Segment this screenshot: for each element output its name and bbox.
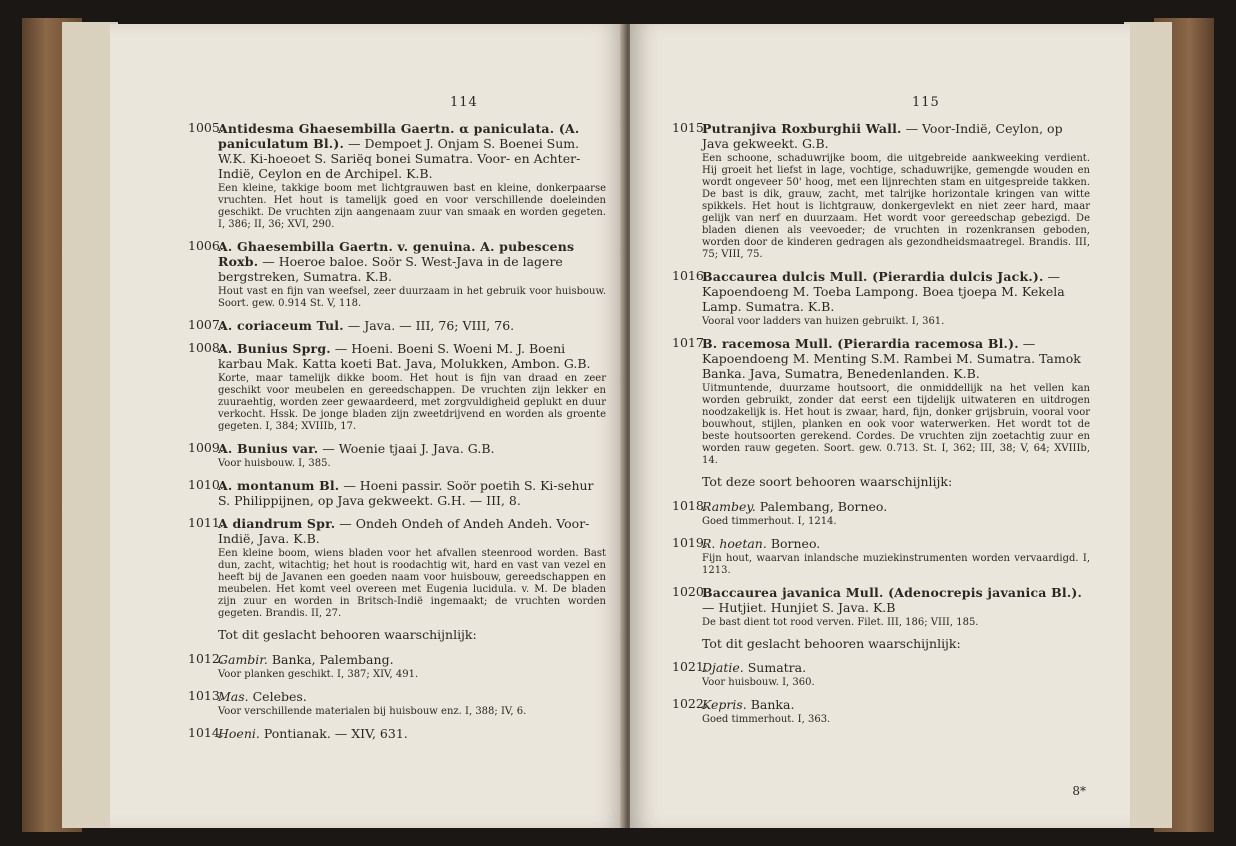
entry-number: 1010. — [188, 477, 224, 492]
species-name: A. montanum Bl. — [218, 478, 340, 493]
entry-heading — [218, 652, 606, 667]
entry-note: Voor huisbouw. I, 360. — [702, 677, 815, 689]
entry — [672, 269, 1090, 328]
entry-note: Voor planken geschikt. I, 387; XIV, 491. — [218, 668, 419, 680]
entry-list — [672, 121, 1090, 734]
entry-number: 1005. — [188, 120, 224, 135]
entry-number: 1019. — [672, 534, 708, 550]
entry-details: — Kapoendoeng M. Menting S.M. Rambei M. Sumatra. Tamok Banka. Java, Sumatra, Benedenlanden. K.B. — [702, 336, 1081, 381]
entry — [672, 585, 1090, 629]
entry — [672, 697, 1090, 726]
entry-heading — [218, 121, 606, 181]
entry-list — [188, 121, 606, 749]
entry-heading — [218, 689, 606, 704]
entry-note: Fijn hout, waarvan inlandsche muziekinstrumenten worden vervaardigd. I, 1213. — [702, 552, 1090, 576]
species-name: B. racemosa Mull. (Pierardia racemosa Bl.). — [702, 336, 1019, 351]
entry-details: — Ondeh Ondeh of Andeh Andeh. Voor-Indië, Java. K.B. — [218, 516, 590, 546]
entry-number: 1015. — [672, 120, 708, 135]
entry-note: Een kleine, takkige boom met lichtgrauwen bast en kleine, donkerpaarse vruchten. Het hout is tamelijk goed en voor verschillende doeleinden geschikt. De vruchten zijn aangenaam zuur van smaak en worden gegeten. I, 386; II, 36; XVI, 290. — [218, 183, 606, 230]
entry-heading — [218, 516, 606, 546]
species-name: Baccaurea javanica Mull. (Adenocrepis javanica Bl.). — [702, 584, 1083, 600]
local-name: Mas. — [218, 688, 249, 704]
entry — [672, 336, 1090, 467]
signature-mark: 8* — [1072, 784, 1086, 798]
entry — [188, 441, 606, 470]
entry-details: Sumatra. — [743, 660, 807, 676]
entry-number: 1014. — [188, 724, 224, 740]
entry-details: Banka, Palembang. — [267, 651, 394, 667]
entry-heading — [218, 726, 606, 741]
entry-number: 1006. — [188, 238, 224, 253]
local-name: Rambey. — [702, 498, 756, 514]
entry-heading — [702, 499, 1090, 514]
entry-note: Uitmuntende, duurzame houtsoort, die onmiddellijk na het vellen kan worden gebruikt, zonder dat eerst een tijdelijk uitwateren en uitdrogen noodzakelijk is. Het hout is zwaar, hard, fijn, donker grijsbruin, vooral voor bouwhout, stijlen, planken en ook voor waterwerken. Het wordt tot de beste houtsoorten gerekend. Cordes. De vruchten zijn zoetachtig zuur en worden rauw gegeten. Soort. gew. 0.713. St. I, 362; III, 38; V, 64; XVIIIb, 14. — [702, 383, 1090, 466]
right-page — [630, 24, 1130, 828]
page-number: 115 — [912, 95, 940, 110]
page-edges-right — [1124, 22, 1172, 828]
page-number: 114 — [450, 95, 478, 110]
local-name: Gambir. — [218, 651, 268, 667]
entry-number: 1009. — [188, 440, 224, 455]
entry-details: — Woenie tjaai J. Java. G.B. — [318, 441, 495, 456]
entry-heading — [218, 341, 606, 371]
entry-heading — [218, 441, 606, 456]
entry-number: 1008. — [188, 340, 224, 355]
section-title: Tot dit geslacht behooren waarschijnlijk: — [702, 635, 961, 651]
section-title: Tot dit geslacht behooren waarschijnlijk: — [218, 627, 477, 642]
entry-number: 1007. — [188, 317, 224, 332]
entry-note: De bast dient tot rood verven. Filet. III, 186; VIII, 185. — [702, 616, 979, 628]
species-name: Putranjiva Roxburghii Wall. — [702, 121, 902, 136]
entry-note: Goed timmerhout. I, 363. — [702, 714, 831, 726]
entry-details: Pontianak. — XIV, 631. — [259, 725, 408, 741]
entry-heading — [218, 478, 606, 508]
entry-note: Vooral voor ladders van huizen gebruikt. I, 361. — [702, 316, 945, 327]
species-name: Baccaurea dulcis Mull. (Pierardia dulcis Jack.). — [702, 269, 1044, 284]
entry-note: Een kleine boom, wiens bladen voor het afvallen steenrood worden. Bast dun, zacht, witachtig; het hout is roodachtig wit, hard en vast van vezel en heeft bij de Javanen een goeden naam voor huisbouw, gereedschappen en meubelen. Het komt veel overeen met Eugenia lucidula. v. M. De bladen zijn zuur en worden in Britsch-Indië ingemaakt; de vruchten worden gegeten. Brandis. II, 27. — [218, 548, 606, 619]
species-name: Antidesma Ghaesembilla Gaertn. α paniculata. (A. paniculatum Bl.). — [218, 121, 580, 151]
entry — [188, 689, 606, 718]
entry — [188, 341, 606, 433]
species-name: A. Bunius Sprg. — [218, 341, 331, 356]
entry-heading — [702, 660, 1090, 675]
entry — [188, 726, 606, 741]
entry-heading — [702, 121, 1090, 151]
entry — [188, 478, 606, 508]
entry-details: Celebes. — [248, 688, 307, 704]
entry-number: 1018. — [672, 497, 708, 513]
local-name: Hoeni. — [218, 725, 260, 741]
entry-note: Voor verschillende materialen bij huisbouw enz. I, 388; IV, 6. — [218, 705, 527, 717]
entry-note: Voor huisbouw. I, 385. — [218, 458, 331, 469]
entry-number: 1012. — [188, 650, 224, 666]
entry-note: Een schoone, schaduwrijke boom, die uitgebreide aankweeking verdient. Hij groeit het liefst in lage, vochtige, schaduwrijke, gemengde wouden en wordt ongeveer 50' hoog, met een lijnrechten stam en uitgespreide takken. De bast is dik, grauw, zacht, met talrijke horizontale kringen van witte spikkels. Het hout is lichtgrauw, donkergevlekt en niet zeer hard, maar gelijk van nerf en duurzaam. Het wordt voor gereedschap gebezigd. De bladen dienen als veevoeder; de vruchten in rozenkransen geboden, worden door de kinderen gedragen als gezondheidsmaatregel. Brandis. III, 75; VIII, 75. — [702, 153, 1090, 260]
entry — [672, 121, 1090, 261]
entry-details: — Hutjiet. Hunjiet S. Java. K.B — [702, 599, 896, 615]
entry-heading — [702, 585, 1090, 615]
entry-heading — [702, 536, 1090, 551]
left-page — [110, 24, 625, 828]
entry-details: — Hoeni passir. Soör poetih S. Ki-sehur S. Philippijnen, op Java gekweekt. G.H. — III, 8. — [218, 478, 594, 508]
entry — [672, 499, 1090, 528]
entry-number: 1016. — [672, 268, 708, 283]
entry — [188, 516, 606, 620]
entry-heading — [702, 697, 1090, 712]
local-name: Djatie. — [702, 660, 744, 676]
local-name: R. hoetan. — [702, 535, 767, 551]
entry-details: — Java. — III, 76; VIII, 76. — [343, 318, 515, 333]
entry-details: — Voor-Indië, Ceylon, op Java gekweekt. G.B. — [702, 121, 1063, 151]
entry-note: Goed timmerhout. I, 1214. — [702, 515, 837, 527]
entry-number: 1011. — [188, 515, 224, 530]
entry-heading — [218, 239, 606, 284]
species-name: A. coriaceum Tul. — [218, 318, 344, 333]
entry — [188, 121, 606, 231]
entry — [188, 652, 606, 681]
entry-heading — [702, 336, 1090, 381]
entry-number: 1013. — [188, 687, 224, 703]
entry-heading — [702, 269, 1090, 314]
entry-details: — Hoeni. Boeni S. Woeni M. J. Boeni karbau Mak. Katta koeti Bat. Java, Molukken, Ambon. G.B. — [218, 341, 591, 371]
entry-details: — Hoeroe baloe. Soör S. West-Java in de lagere bergstreken, Sumatra. K.B. — [218, 254, 563, 284]
entry-details: — Dempoet J. Onjam S. Boenei Sum. W.K. Ki-hoeoet S. Sariëq bonei Sumatra. Voor- en Achter-Indië, Ceylon en de Archipel. K.B. — [218, 136, 581, 181]
entry-heading — [218, 318, 606, 333]
entry-details: Palembang, Borneo. — [755, 498, 888, 514]
species-name: A. Ghaesembilla Gaertn. v. genuina. A. pubescens Roxb. — [218, 239, 575, 269]
entry-note: Hout vast en fijn van weefsel, zeer duurzaam in het gebruik voor huisbouw. Soort. gew. 0.914 St. V, 118. — [218, 286, 606, 309]
entry-number: 1021. — [672, 659, 708, 675]
entry-number: 1017. — [672, 335, 708, 350]
entry-details: Borneo. — [766, 535, 821, 551]
entry-number: 1020. — [672, 583, 708, 599]
entry — [188, 318, 606, 333]
entry-number: 1022. — [672, 696, 708, 712]
entry-note: Korte, maar tamelijk dikke boom. Het hout is fijn van draad en zeer geschikt voor meubelen en gereedschappen. De vruchten zijn lekker en zuuraehtig, worden zeer gewaardeerd, met zorgvuldigheid geplukt en duur verkocht. Hssk. De jonge bladen zijn zweetdrijvend en worden als groente gegeten. I, 384; XVIIIb, 17. — [218, 373, 606, 432]
section-title: Tot deze soort behooren waarschijnlijk: — [702, 474, 953, 489]
entry-details: Banka. — [746, 697, 795, 713]
entry — [188, 239, 606, 310]
entry — [672, 660, 1090, 689]
entry-details: — Kapoendoeng M. Toeba Lampong. Boea tjoepa M. Kekela Lamp. Sumatra. K.B. — [702, 269, 1065, 314]
entry — [672, 536, 1090, 577]
local-name: Kepris. — [702, 697, 747, 713]
species-name: A diandrum Spr. — [218, 516, 336, 531]
species-name: A. Bunius var. — [218, 441, 319, 456]
